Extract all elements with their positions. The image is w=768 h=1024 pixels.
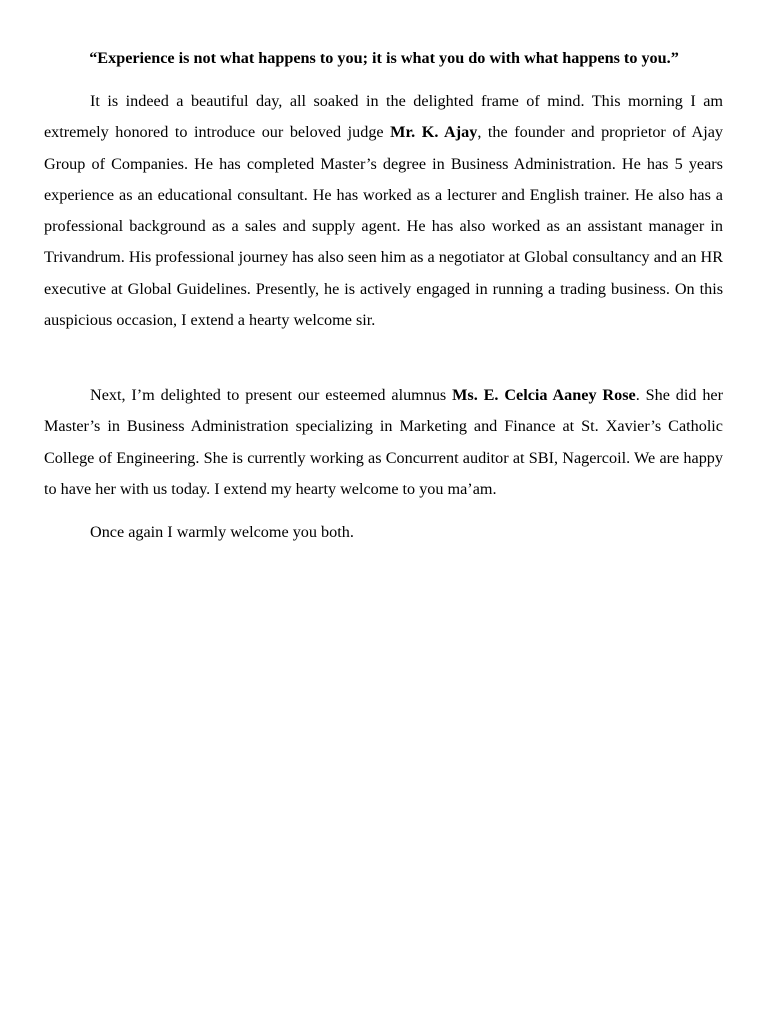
judge-introduction-paragraph xyxy=(44,86,723,336)
alumnus-name: Ms. E. Celcia Aaney Rose xyxy=(452,386,636,404)
alumnus-intro-text-before: Next, I’m delighted to present our esteemed alumnus xyxy=(90,386,453,404)
opening-quote: “Experience is not what happens to you; it is what you do with what happens to you.” xyxy=(89,49,679,67)
alumnus-introduction-paragraph xyxy=(44,380,723,505)
judge-intro-text-after: , the founder and proprietor of Ajay Group of Companies. He has completed Master’s degree in Business Administration. He has 5 years experience as an educational consultant. He has worked as a lecturer and English trainer. He also has a professional background as a sales and supply agent. He has also worked as an assistant manager in Trivandrum. His professional journey has also seen him as a negotiator at Global consultancy and an HR executive at Global Guidelines. Presently, he is actively engaged in running a trading business. On this auspicious occasion, I extend a hearty welcome sir. xyxy=(44,123,723,330)
judge-intro-text-before: It is indeed a beautiful day, all soaked in the delighted frame of mind. This morning I am extremely honored to introduce our beloved judge xyxy=(44,92,723,142)
alumnus-intro-text-after: . She did her Master’s in Business Administration specializing in Marketing and Finance at St. Xavier’s Catholic College of Engineering. She is currently working as Concurrent auditor at SBI, Nagercoil. We are happy to have her with us today. I extend my hearty welcome to you ma’am. xyxy=(44,386,723,498)
closing-welcome-paragraph: Once again I warmly welcome you both. xyxy=(90,523,354,541)
judge-name: Mr. K. Ajay xyxy=(390,123,478,142)
